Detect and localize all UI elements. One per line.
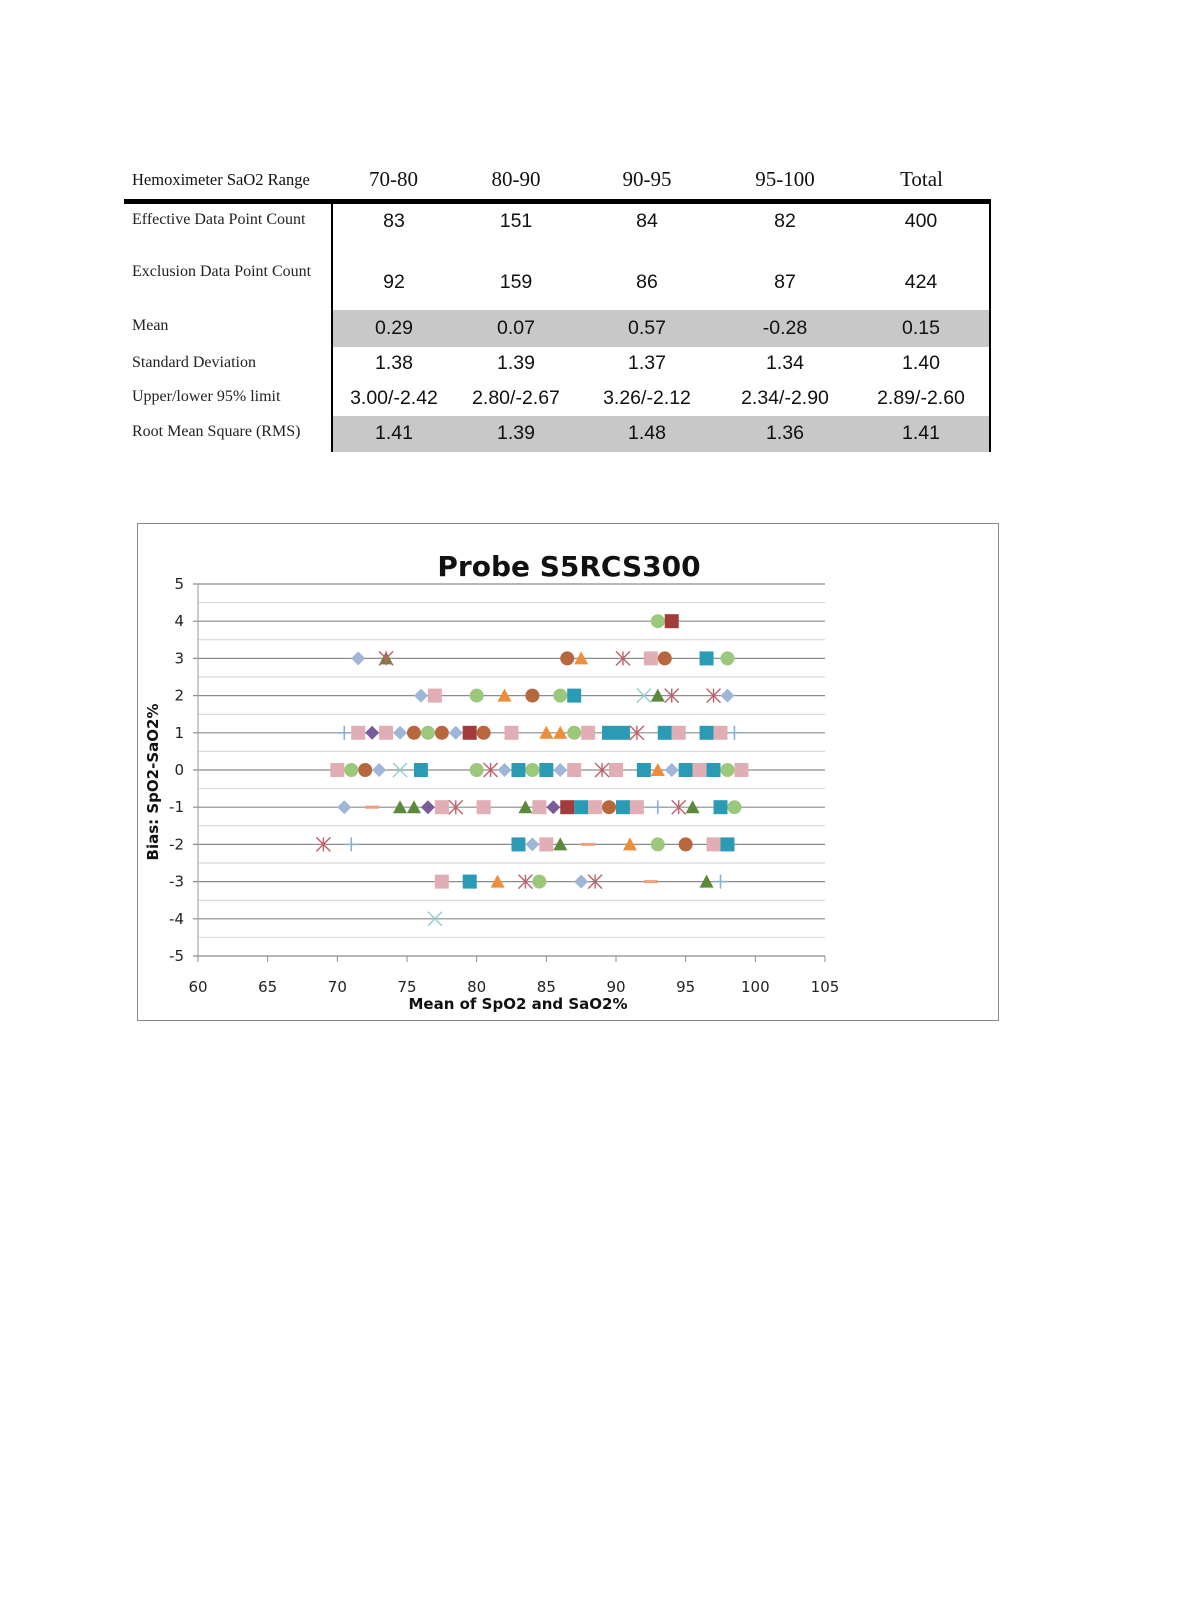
data-point-circle <box>344 763 358 777</box>
cell: 1.40 <box>853 347 990 381</box>
data-point-square <box>351 726 365 740</box>
column-header: 90-95 <box>577 160 717 202</box>
data-point-dash <box>581 843 595 846</box>
data-point-square <box>679 763 693 777</box>
cell: 424 <box>853 256 990 310</box>
axes <box>169 575 839 996</box>
x-tick-label: 75 <box>397 978 417 996</box>
data-point-diamond <box>365 726 379 740</box>
cell: 0.07 <box>455 310 577 347</box>
data-point-square <box>581 726 595 740</box>
data-point-circle <box>477 726 491 740</box>
table-row <box>124 256 990 310</box>
data-point-circle <box>602 800 616 814</box>
data-point-plus <box>714 875 728 889</box>
data-point-square <box>616 800 630 814</box>
data-point-circle <box>525 689 539 703</box>
y-tick-label: -2 <box>169 835 184 854</box>
data-point-dash <box>365 806 379 809</box>
y-tick-label: -5 <box>169 947 184 965</box>
data-point-diamond <box>421 800 435 814</box>
cell: -0.28 <box>717 310 853 347</box>
data-point-square <box>567 763 581 777</box>
data-point-square <box>477 800 491 814</box>
cell: 86 <box>636 271 658 293</box>
row-label: Standard Deviation <box>124 347 332 381</box>
cell: 2.34/-2.90 <box>741 386 829 409</box>
y-tick-label: 3 <box>174 649 184 668</box>
data-point-circle <box>679 837 693 851</box>
row-label: Exclusion Data Point Count <box>124 256 332 310</box>
data-point-circle <box>720 651 734 665</box>
table-row <box>124 310 990 347</box>
data-point-square <box>700 726 714 740</box>
data-point-square <box>414 763 428 777</box>
x-tick-label: 95 <box>676 978 696 996</box>
y-axis-title: Bias: SpO2-SaO2% <box>144 703 162 861</box>
data-point-square <box>734 763 748 777</box>
cell: 1.37 <box>628 352 666 374</box>
data-point-circle <box>658 651 672 665</box>
data-point-circle <box>435 726 449 740</box>
x-tick-label: 80 <box>467 978 487 996</box>
cell: 400 <box>853 202 990 256</box>
data-point-square <box>693 763 707 777</box>
data-point-circle <box>470 763 484 777</box>
x-axis-title: Mean of SpO2 and SaO2% <box>408 995 628 1013</box>
chart-canvas <box>138 524 1000 1022</box>
y-tick-label: 0 <box>174 761 184 779</box>
cell: 0.15 <box>853 310 990 347</box>
data-point-square <box>463 726 477 740</box>
cell: 84 <box>636 210 658 232</box>
data-point-square <box>588 800 602 814</box>
column-header: Total <box>853 160 990 202</box>
data-point-square <box>560 800 574 814</box>
cell: 2.80/-2.67 <box>472 386 560 409</box>
y-tick-label: 2 <box>174 686 184 705</box>
data-point-circle <box>720 763 734 777</box>
data-point-circle <box>421 726 435 740</box>
data-point-square <box>630 800 644 814</box>
data-point-diamond <box>574 875 588 889</box>
data-point-diamond <box>665 763 679 777</box>
data-point-diamond <box>553 763 567 777</box>
table-header-row <box>124 160 990 202</box>
data-point-circle <box>470 689 484 703</box>
data-point-square <box>714 800 728 814</box>
data-point-diamond <box>525 837 539 851</box>
table-row <box>124 381 990 416</box>
cell: 159 <box>499 271 533 293</box>
data-point-diamond <box>449 726 463 740</box>
data-point-plus <box>727 726 741 740</box>
statistics-table <box>124 160 991 452</box>
data-point-plus <box>651 800 665 814</box>
x-tick-label: 70 <box>327 978 347 996</box>
x-tick-label: 65 <box>258 978 278 996</box>
cell: 1.41 <box>332 416 455 452</box>
row-label: Effective Data Point Count <box>124 202 332 256</box>
data-point-plus <box>344 837 358 851</box>
data-point-square <box>511 763 525 777</box>
data-point-square <box>637 763 651 777</box>
cell: 87 <box>774 271 796 293</box>
data-point-diamond <box>351 651 365 665</box>
data-point-square <box>435 875 449 889</box>
cell: 3.00/-2.42 <box>350 386 438 409</box>
data-point-diamond <box>498 763 512 777</box>
data-point-square <box>616 726 630 740</box>
data-point-square <box>707 763 721 777</box>
y-tick-label: 5 <box>174 575 184 593</box>
data-point-diamond <box>393 726 407 740</box>
cell: 1.39 <box>455 416 577 452</box>
data-point-square <box>714 726 728 740</box>
y-tick-label: -3 <box>169 872 184 891</box>
data-point-circle <box>532 875 546 889</box>
x-tick-label: 105 <box>810 978 840 996</box>
data-point-square <box>665 614 679 628</box>
data-point-diamond <box>414 689 428 703</box>
data-point-circle <box>358 763 372 777</box>
row-header-label: Hemoximeter SaO2 Range <box>124 160 332 202</box>
data-point-circle <box>407 726 421 740</box>
data-point-square <box>672 726 686 740</box>
data-point-circle <box>651 614 665 628</box>
y-tick-label: -4 <box>169 909 184 928</box>
cell: 2.89/-2.60 <box>853 381 990 416</box>
cell: 92 <box>383 271 405 293</box>
cell: 1.36 <box>717 416 853 452</box>
cell: 0.57 <box>577 310 717 347</box>
data-point-diamond <box>720 689 734 703</box>
data-points <box>316 614 748 926</box>
chart-title: Probe S5RCS300 <box>437 550 701 583</box>
data-point-square <box>602 726 616 740</box>
data-point-square <box>532 800 546 814</box>
data-point-diamond <box>546 800 560 814</box>
data-point-dash <box>644 880 658 883</box>
column-header: 80-90 <box>455 160 577 202</box>
data-point-square <box>574 800 588 814</box>
table-row <box>124 416 990 452</box>
row-label: Upper/lower 95% limit <box>124 381 332 416</box>
x-tick-label: 85 <box>536 978 556 996</box>
data-point-square <box>435 800 449 814</box>
data-point-plus <box>337 726 351 740</box>
cell: 3.26/-2.12 <box>603 386 691 409</box>
table-row <box>124 202 990 256</box>
cell: 0.29 <box>332 310 455 347</box>
cell: 1.41 <box>853 416 990 452</box>
data-point-square <box>505 726 519 740</box>
bland-altman-chart <box>137 523 999 1021</box>
data-point-square <box>463 875 477 889</box>
cell: 1.39 <box>497 352 535 374</box>
data-point-square <box>609 763 623 777</box>
data-point-square <box>379 726 393 740</box>
row-label: Root Mean Square (RMS) <box>124 416 332 452</box>
data-point-square <box>644 651 658 665</box>
cell: 1.48 <box>577 416 717 452</box>
x-tick-label: 90 <box>606 978 626 996</box>
data-point-square <box>707 837 721 851</box>
cell: 151 <box>499 210 533 232</box>
cell: 82 <box>774 210 796 232</box>
cell: 1.34 <box>766 352 804 374</box>
cell: 83 <box>383 210 405 232</box>
data-point-circle <box>553 689 567 703</box>
data-point-square <box>539 837 553 851</box>
y-tick-label: 1 <box>174 723 184 742</box>
data-point-diamond <box>337 800 351 814</box>
data-point-diamond <box>372 763 386 777</box>
y-tick-label: 4 <box>174 612 184 631</box>
data-point-circle <box>727 800 741 814</box>
data-point-square <box>720 837 734 851</box>
data-point-circle <box>651 837 665 851</box>
data-point-square <box>700 651 714 665</box>
data-point-square <box>511 837 525 851</box>
column-header: 95-100 <box>717 160 853 202</box>
data-point-square <box>567 689 581 703</box>
data-point-circle <box>525 763 539 777</box>
data-point-square <box>428 689 442 703</box>
data-point-circle <box>560 651 574 665</box>
cell: 1.38 <box>375 352 413 374</box>
data-point-square <box>658 726 672 740</box>
row-label: Mean <box>124 310 332 347</box>
data-point-square <box>539 763 553 777</box>
x-tick-label: 60 <box>188 978 208 996</box>
column-header: 70-80 <box>332 160 455 202</box>
x-tick-label: 100 <box>741 978 770 996</box>
data-point-square <box>330 763 344 777</box>
y-tick-label: -1 <box>169 798 184 817</box>
table-row <box>124 347 990 381</box>
data-point-circle <box>567 726 581 740</box>
